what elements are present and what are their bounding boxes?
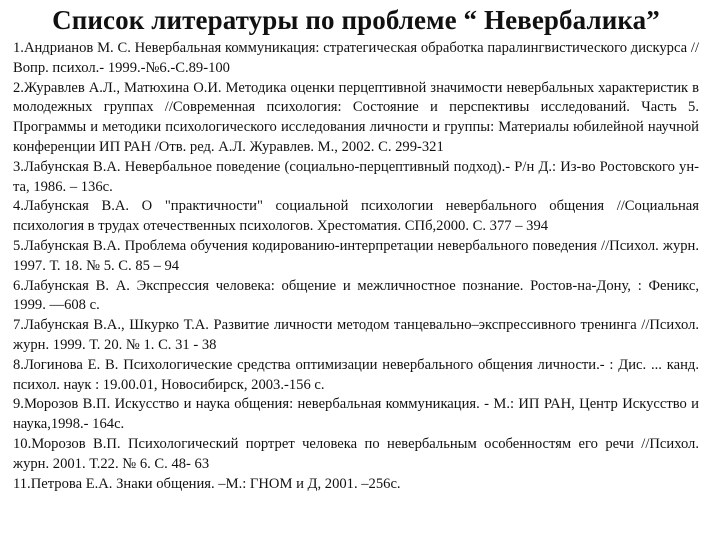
reference-item: 2.Журавлев А.Л., Матюхина О.И. Методика оценки перцептивной значимости невербальных характеристик в молодежных группах //Современная психология: Состояние и перспективы исследований. Часть 5. Программы и методики психологического исследования личности и группы: Материалы юбилейной научной конференции ИП РАН /Отв. ред. А.Л. Журавлев. М., 2002. С. 299-321 [13,79,699,155]
reference-item: 1.Андрианов М. С. Невербальная коммуникация: стратегическая обработка паралингвистического дискурса //Вопр. психол.- 1999.-№6.-С.89-100 [13,40,699,76]
reference-item: 6.Лабунская В. А. Экспрессия человека: общение и межличностное познание. Ростов-на-Дону, : Феникс, 1999. —608 с. [13,277,699,314]
reference-item: 3.Лабунская В.А. Невербальное поведение (социально-перцептивный подход).- Р/н Д.: Из-во Ростовского ун-та, 1986. – 136с. [13,158,699,195]
reference-list [13,39,699,494]
reference-item: 9.Морозов В.П. Искусство и наука общения: невербальная коммуникация. - М.: ИП РАН, Центр Искусство и наука,1998.- 164с. [13,396,699,433]
reference-item: 10.Морозов В.П. Психологический портрет человека по невербальным особенностям его речи //Психол. журн. 2001. Т.22. № 6. С. 48- 63 [13,435,699,472]
reference-item: 5.Лабунская В.А. Проблема обучения кодированию-интерпретации невербального поведения //Психол. журн. 1997. Т. 18. № 5. С. 85 – 94 [13,237,699,274]
reference-item: 7.Лабунская В.А., Шкурко Т.А. Развитие личности методом танцевально–экспрессивного тренинга //Психол. журн. 1999. Т. 20. № 1. С. 31 - 38 [13,317,699,353]
page-title: Список литературы по проблеме “ Невербалика” [52,5,660,35]
reference-item: 8.Логинова Е. В. Психологические средства оптимизации невербального общения личности.- : Дис. ... канд. психол. наук : 19.00.01, Новосибирск, 2003.-156 с. [13,356,699,393]
reference-item: 11.Петрова Е.А. Знаки общения. –М.: ГНОМ и Д, 2001. –256с. [13,475,401,492]
reference-item: 4.Лабунская В.А. О "практичности" социальной психологии невербального общения //Социальная психология в трудах отечественных психологов. Хрестоматия. СПб,2000. С. 377 – 394 [13,198,699,235]
